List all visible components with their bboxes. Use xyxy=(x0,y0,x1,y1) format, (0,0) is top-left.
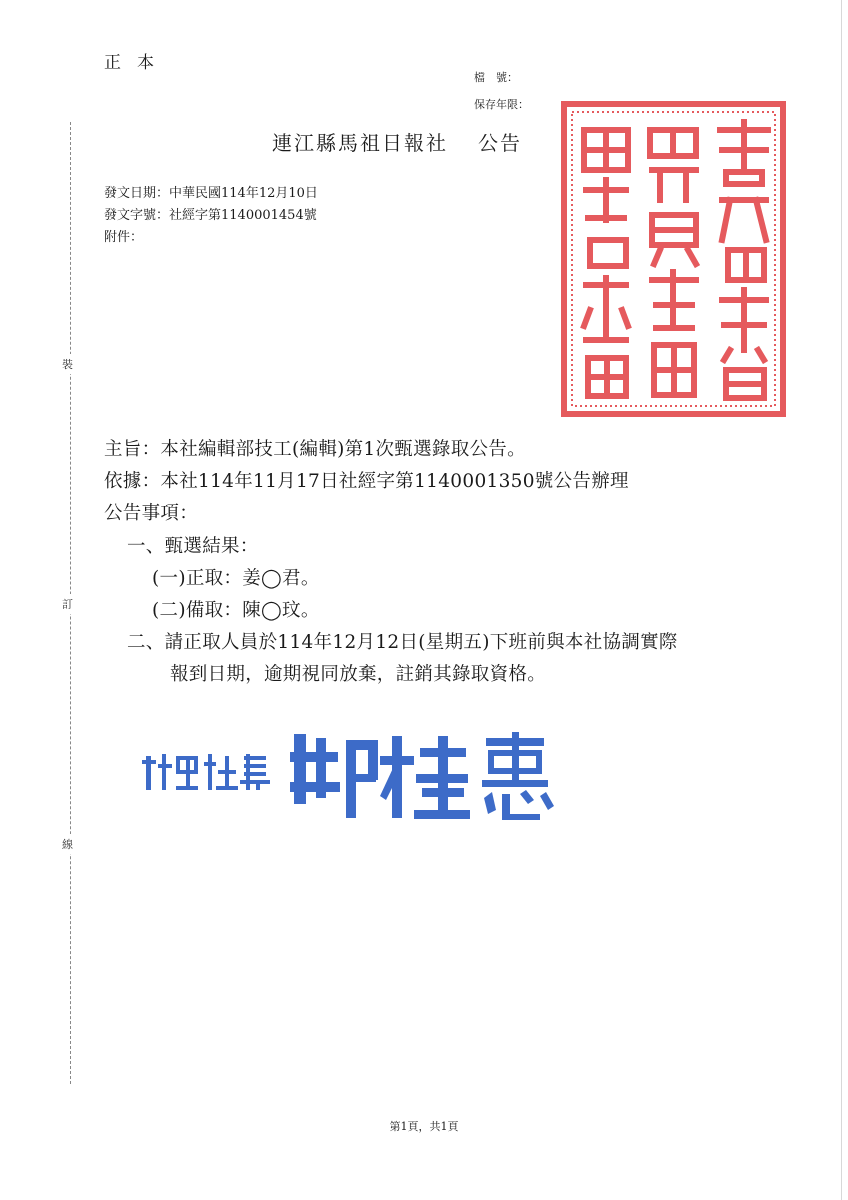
page-edge xyxy=(841,0,842,1200)
item-2-line-1: 二、請正取人員於114年12月12日(星期五)下班前與本社協調實際 xyxy=(127,632,678,653)
binding-char-xian: 線 xyxy=(62,834,73,854)
archive-number-field xyxy=(474,69,518,85)
issue-date-line xyxy=(104,182,318,201)
reference-number-line xyxy=(104,204,317,223)
item-1-sub-2: (二)備取：陳◯玟。 xyxy=(152,600,320,621)
signature-stamp xyxy=(140,730,560,820)
issue-date-value: 中華民國114年12月10日 xyxy=(169,186,318,201)
retention-label: 保存年限： xyxy=(474,98,529,111)
retention-field xyxy=(474,96,529,112)
binding-char-ding: 訂 xyxy=(62,594,73,614)
document-title xyxy=(272,127,522,156)
reference-number-label: 發文字號： xyxy=(104,208,170,223)
title-type: 公告 xyxy=(478,131,522,155)
archive-number-label: 檔 號： xyxy=(474,71,518,84)
official-seal xyxy=(560,100,787,418)
title-org: 連江縣馬祖日報社 xyxy=(272,131,448,155)
reference-number-value: 社經字第1140001454號 xyxy=(169,208,317,223)
attachment-line xyxy=(104,226,143,245)
copy-mark: 正本 xyxy=(104,53,170,73)
item-2-line-2: 報到日期，逾期視同放棄，註銷其錄取資格。 xyxy=(170,664,547,685)
item-1: 一、甄選結果： xyxy=(127,536,259,557)
item-1-sub-1: (一)正取：姜◯君。 xyxy=(152,568,320,589)
subject-line: 主旨：本社編輯部技工(編輯)第1次甄選錄取公告。 xyxy=(104,439,526,460)
attachment-label: 附件： xyxy=(104,230,144,245)
page-footer: 第1頁，共1頁 xyxy=(389,1120,459,1133)
basis-line: 依據：本社114年11月17日社經字第1140001350號公告辦理 xyxy=(104,471,629,492)
issue-date-label: 發文日期： xyxy=(104,186,170,201)
binding-char-zhuang: 裝 xyxy=(62,354,73,374)
items-heading: 公告事項： xyxy=(104,503,199,524)
